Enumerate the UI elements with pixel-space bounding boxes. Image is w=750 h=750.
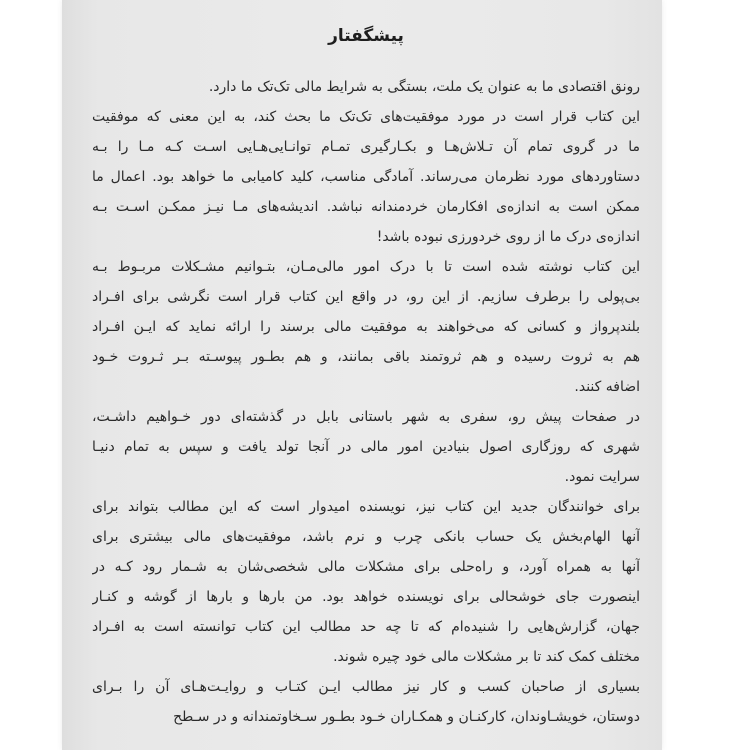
text-line: رونق اقتصادی ما به عنوان یک ملت، بستگی به شرایط مالی تک‌تک ما دارد. <box>208 79 640 95</box>
paragraphs-container <box>92 72 640 732</box>
page-heading: پیشگفتار <box>328 26 404 46</box>
text-line: اضافه کنند. <box>574 379 640 395</box>
text-line: اندازه‌ی درک ما از روی خردورزی نبوده باشد! <box>376 229 640 245</box>
text-line: مختلف کمک کند تا بر مشکلات مالی خود چیره شوند. <box>333 649 640 665</box>
text-line: بسیاری از صاحبان کسب و کار نیز مطالب ایـن کتـاب و روایـت‌هـای آن را بـرای <box>92 679 640 695</box>
text-line: این کتاب نوشته شده است تا با درک امور مالی‌مـان، بتـوانیم مشـکلات مربـوط بـه <box>92 259 640 275</box>
paragraph <box>92 672 640 732</box>
text-line: دوستان، خویشـاوندان، کارکنـان و همکـاران خـود بطـور سـخاوتمندانه و در سـطح <box>173 709 640 725</box>
text-line: دستاوردهای مورد نظرمان می‌رساند. آمادگی مناسب، کلید کامیابی ما خواهد بود. اعمال ما <box>92 169 640 185</box>
paragraph <box>92 492 640 672</box>
paragraph <box>92 252 640 402</box>
text-line: شهری که روزگاری اصول بنیادین امور مالی در آنجا تولد یافت و سپس به تمام دنیـا <box>92 439 640 455</box>
paragraph <box>92 102 640 252</box>
text-line: جهان، گزارش‌هایی را شنیده‌ام که تا چه حد مطالب این کتاب توانسته است به افـراد <box>92 619 640 635</box>
paragraph <box>92 72 640 102</box>
text-line: آنها به همراه آورد، و راه‌حلی برای مشکلات مالی شخصی‌شان به شـمار رود کـه در <box>92 559 640 575</box>
text-line: آنها الهام‌بخش یک حساب بانکی چرب و نرم باشد، موفقیت‌های مالی بیشتری برای <box>92 529 640 545</box>
text-line: ممکن است به اندازه‌ی افکارمان خردمندانه نباشد. اندیشه‌های مـا نیـز ممکـن اسـت بـه <box>92 199 640 215</box>
text-line: سرایت نمود. <box>564 469 640 485</box>
text-line: این کتاب قرار است در مورد موفقیت‌های تک‌تک ما بحث کند، به این معنی که موفقیت <box>92 109 640 125</box>
text-line: بی‌پولی را برطرف سازیم. از این رو، در واقع این کتاب قرار است نگرشی برای افـراد <box>92 289 640 305</box>
text-line: ما در گروی تمام آن تـلاش‌هـا و بکـارگیری تمـام توانـایی‌هـایی اسـت کـه مـا را بـه <box>92 139 640 155</box>
paragraph <box>92 402 640 492</box>
text-line: هم به ثروت رسیده و هم ثروتمند باقی بمانند، و هم بطـور پیوسـته بـر ثـروت خـود <box>92 349 640 365</box>
text-line: در صفحات پیش رو، سفری به شهر باستانی بابل در گذشته‌ای دور خـواهیم داشـت، <box>92 409 640 425</box>
page-text <box>92 0 640 732</box>
text-line: برای خوانندگان جدید این کتاب نیز، نویسنده امیدوار است که این مطالب بتواند برای <box>92 499 640 515</box>
text-line: بلندپرواز و کسانی که می‌خواهند به موفقیت مالی برسند را ارائه نماید که ایـن افـراد <box>92 319 640 335</box>
text-line: اینصورت جای خوشحالی برای نویسنده خواهد بود. من بارها و بارها از گوشه و کنـار <box>92 589 640 605</box>
